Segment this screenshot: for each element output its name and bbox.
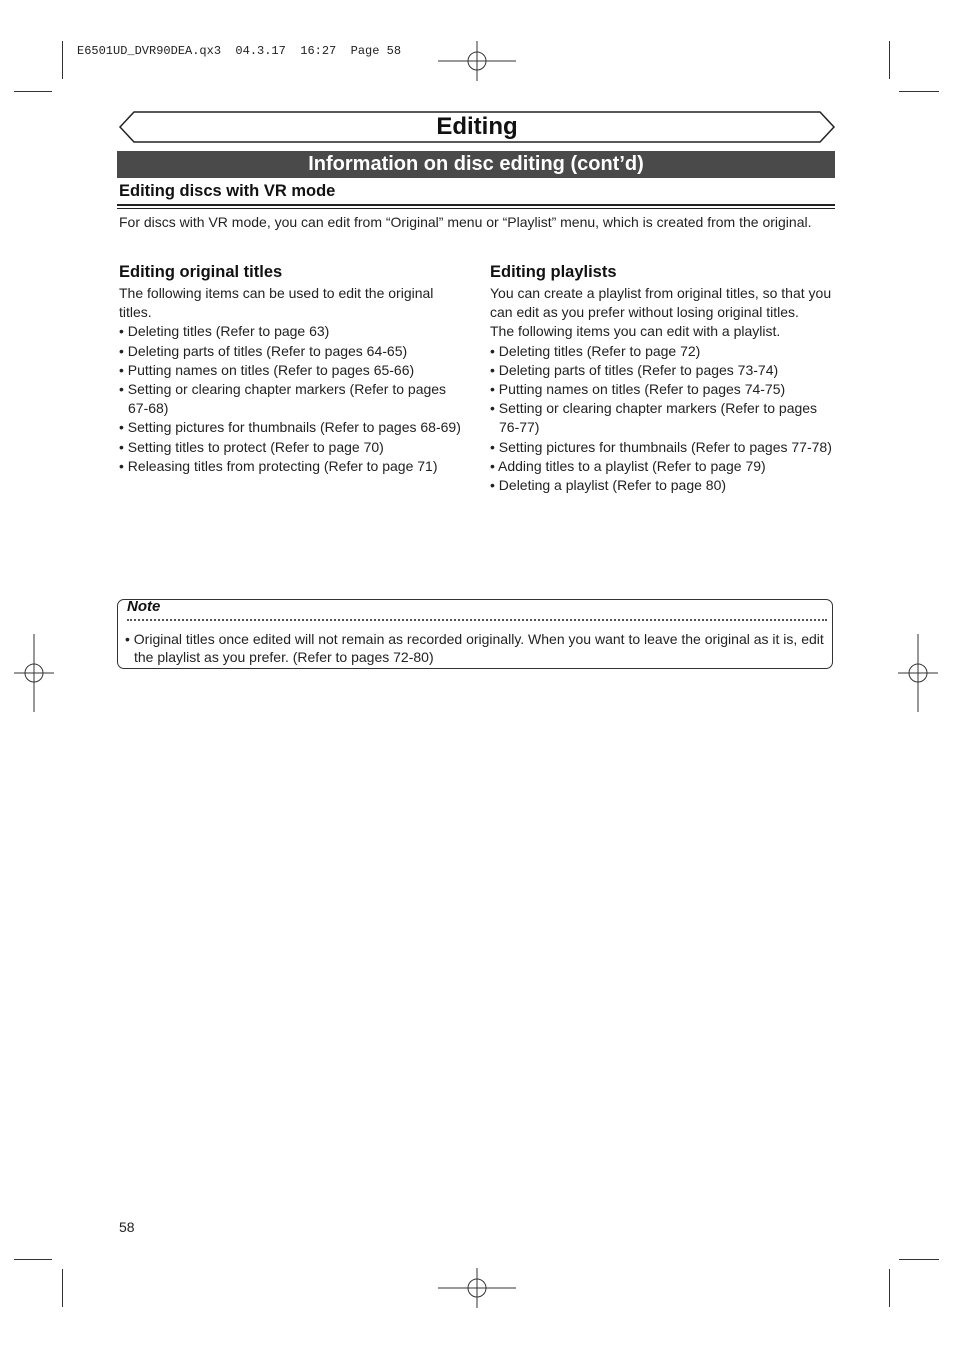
note-dotted-divider	[127, 619, 827, 621]
left-column	[119, 262, 465, 476]
registration-mark	[438, 41, 516, 81]
right-column-heading: Editing playlists	[490, 263, 617, 281]
divider	[117, 208, 835, 209]
list-item: • Deleting titles (Refer to page 63)	[119, 323, 330, 340]
crop-mark	[889, 1269, 890, 1307]
left-column-list	[119, 322, 465, 476]
print-slug: E6501UD_DVR90DEA.qx3 04.3.17 16:27 Page 58	[77, 44, 402, 58]
note-label: Note	[127, 598, 161, 615]
list-item: • Setting pictures for thumbnails (Refer to pages 68-69)	[119, 419, 461, 436]
list-item: • Setting or clearing chapter markers (Refer to pages 76-77)	[490, 400, 818, 436]
crop-mark	[62, 41, 63, 79]
right-column-intro-2: The following items you can edit with a playlist.	[490, 323, 781, 340]
registration-mark	[438, 1268, 516, 1308]
list-item: • Deleting titles (Refer to page 72)	[490, 342, 701, 359]
right-column	[490, 262, 836, 495]
crop-mark	[62, 1269, 63, 1307]
right-column-intro: You can create a playlist from original titles, so that you can edit as you prefer without losing original titles.	[490, 285, 832, 321]
list-item: • Setting pictures for thumbnails (Refer to pages 77-78)	[490, 438, 832, 455]
list-item: • Setting titles to protect (Refer to page 70)	[119, 438, 384, 455]
list-item: • Releasing titles from protecting (Refer to page 71)	[119, 457, 438, 474]
list-item: • Setting or clearing chapter markers (Refer to pages 67-68)	[119, 381, 447, 417]
left-column-heading: Editing original titles	[119, 263, 283, 281]
page-title: Editing	[436, 113, 518, 140]
list-item: • Adding titles to a playlist (Refer to page 79)	[490, 457, 766, 474]
list-item: • Putting names on titles (Refer to pages 65-66)	[119, 361, 415, 378]
registration-mark	[14, 634, 54, 712]
crop-mark	[889, 41, 890, 79]
right-column-list	[490, 342, 836, 496]
crop-mark	[14, 1259, 52, 1260]
divider	[117, 204, 835, 206]
page-number: 58	[119, 1219, 135, 1235]
registration-mark	[898, 634, 938, 712]
list-item: • Putting names on titles (Refer to pages 74-75)	[490, 381, 786, 398]
list-item: • Deleting parts of titles (Refer to pages 73-74)	[490, 361, 779, 378]
note-text: • Original titles once edited will not remain as recorded originally. When you want to leave the original as it is, edit the playlist as you prefer. (Refer to pages 72-80)	[125, 631, 824, 665]
section-banner: Information on disc editing (cont’d)	[117, 151, 835, 178]
section-heading: Editing discs with VR mode	[119, 182, 336, 200]
list-item: • Deleting parts of titles (Refer to pages 64-65)	[119, 342, 408, 359]
left-column-intro: The following items can be used to edit the original titles.	[119, 285, 434, 321]
crop-mark	[899, 91, 939, 92]
section-intro: For discs with VR mode, you can edit from “Original” menu or “Playlist” menu, which is created from the original.	[119, 214, 812, 230]
list-item: • Deleting a playlist (Refer to page 80)	[490, 477, 727, 494]
crop-mark	[14, 91, 52, 92]
crop-mark	[899, 1259, 939, 1260]
